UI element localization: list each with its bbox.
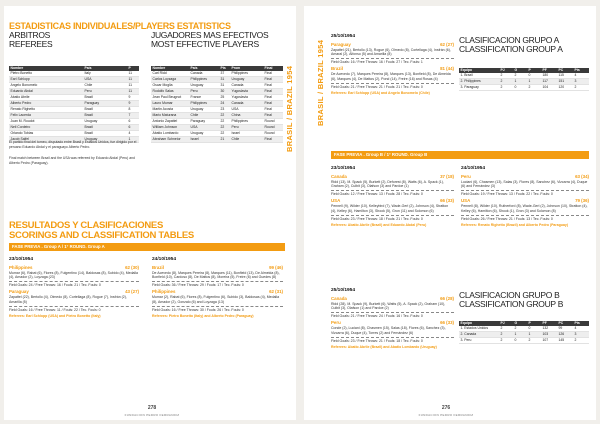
table-cell: Brazil [83,131,127,137]
team-score: 99 (46) [269,264,283,270]
effective-players-title-en: MOST EFFECTIVE PLAYERS [151,39,259,49]
team-score-row [461,198,589,204]
column-header: PF [541,68,557,73]
field-goal-stats: Field Goals: 12 / Free Throws: 13 / Fouls: 28 / Tec. Fouls: 0 [331,190,454,197]
table-cell: 0 [513,85,527,91]
player-points: Mumar (2), Rabat (6), Flores (8), Fulgentino (6), Subido (3), Baldosas (4), Medalla (8), Amador (2), Gonzalo (6) and Loyzaga (13) [152,295,280,304]
table-cell: 132 [541,326,557,332]
referees-note-es: El partido final del torneo, disputado entre Brasil y Estados Unidos, fue dirigido por el peruano Eduardo Abdal y el paraguayo Alberto Pedro. [9,140,137,149]
column-header: PC [557,321,573,326]
phase-bar-group-b: FASE PREVIA . Group B / 1° ROUND. Group B [331,151,589,159]
table-cell: 23 [219,107,230,113]
column-header: País [83,66,127,71]
table-cell: China [230,113,263,119]
column-header: P [527,321,541,326]
table-row [459,85,589,91]
table-cell: Martin Acosta [151,107,189,113]
table-row [151,137,283,143]
table-cell: 1 [527,332,541,338]
table-cell: Pietro Bonetto [9,71,83,77]
table-cell: Canada [230,101,263,107]
table-cell: 3 [573,79,589,85]
table-cell: 2 [499,326,513,332]
team-score-row [331,320,454,326]
page-number: 276 [441,405,451,411]
team-score-row [331,198,454,204]
column-header: Prom [230,66,263,71]
column-header: Equipo [459,68,499,73]
table-cell: 24 [219,101,230,107]
column-header: PC [557,68,573,73]
column-header: P [527,68,541,73]
team-score: 37 (18) [440,173,454,179]
table-cell: Round [263,119,283,125]
referees-line: Referees: Pietro Bonetto (Italy) and Alberto Pedro (Paraguay) [152,314,254,318]
table-cell: Chile [230,137,263,143]
table-cell: Brazil [83,125,127,131]
team-score-row [331,174,454,180]
match-card [331,166,454,228]
table-cell: 0 [527,73,541,79]
team-score-row [461,174,589,180]
table-cell: Final [263,89,283,95]
table-cell: 117 [541,79,557,85]
table-cell: 2 [573,85,589,91]
table-cell: Canada [189,71,219,77]
table-cell: 4 [573,73,589,79]
player-points: Luciani (6), Chasmen (13), Salas (3), Flores (8), Sanchez (6), Vizcarra (4), Duque (6) and Fernández (3) [461,179,588,188]
effective-players-title-es: JUGADORES MAS EFECTIVOS [151,30,269,40]
table-cell: 1 [513,79,527,85]
table-cell: 25 [219,95,230,101]
column-header: Pts [573,68,589,73]
table-cell: Jean Paul Beugnot [151,95,189,101]
team-score-row [331,42,454,48]
table-cell: Israel [189,137,219,143]
table-cell: Brazil [83,107,127,113]
team-name: USA [331,198,341,203]
table-cell: Final [263,77,283,83]
table-cell: Carl Ridd [151,71,189,77]
table-cell: 11 [127,89,139,95]
team-name: Canada [331,173,347,179]
player-points: Conde (2), Luciani (8), Chasmen (15), Salas (18), Flores (6), Sanchez (3), Vizcarra (6), Duque (4), Torres (2) and Fernández (6) [331,326,446,335]
table-cell: USA [83,77,127,83]
match-card [461,166,589,228]
team-name: Paraguay [9,289,29,294]
table-cell: Round [263,125,283,131]
table-cell: Earl Schlopp [9,77,83,83]
table-cell: Uruguay [189,131,219,137]
table-cell: Philippines [230,71,263,77]
referees-title: REFEREES [9,39,53,49]
referees-note-en: Final match between Brazil and the USA was refereed by Eduardo Abdal (Peru) and Alberto Pedro (Paraguay). [9,156,135,165]
field-goal-stats: Field Goals: 16 / Free Throws: 16 / Fouls: 27 / Tec. Fouls: 1 [331,58,454,65]
table-cell: 7 [127,113,139,119]
table-cell: Israel [230,131,263,137]
table-cell: 0 [513,338,527,344]
table-cell: 6 [127,125,139,131]
field-goal-stats: Field Goals: 16 / Free Throws: 30 / Fouls: 26 / Tec. Fouls: 0 [152,306,283,313]
table-cell: Neil Cordeiro [9,125,83,131]
group-a-table [459,68,589,91]
table-cell: 120 [557,85,573,91]
footer-text: FUNDACION PEDRO FERRANDIZ [124,413,180,417]
table-cell: Eduardo Abdal [9,89,83,95]
column-header: PF [541,321,557,326]
team-score: 79 (36) [575,198,589,203]
team-name: Peru [461,173,471,179]
table-cell: 11 [127,83,139,89]
group-a-title-es: CLASIFICACION GRUPO A [459,35,559,45]
column-header: Pts [219,66,230,71]
table-cell: Italy [83,71,127,77]
table-cell: Rodolfo Salas [151,89,189,95]
referees-table [9,66,139,143]
table-cell: Abraham Schneior [151,137,189,143]
team-score-row [9,265,139,271]
team-score: 66 (33) [440,198,454,203]
column-header: Pts [573,321,589,326]
table-cell: Uruguay [189,107,219,113]
table-cell: 8 [127,107,139,113]
group-b-title-en: CLASSIFICATION GROUP B [459,299,564,309]
table-cell: Brazil [83,113,127,119]
table-cell: 145 [557,338,573,344]
table-cell: Yugoslavia [230,95,263,101]
table-cell: 11 [127,77,139,83]
column-header: Nombre [9,66,83,71]
field-goal-stats: Field Goals: 16 / Free Throws: 11 / Fouls: 22 / Tec. Fouls: 0 [9,306,139,313]
match-date: 24/10/1954 [152,257,177,262]
table-cell: 1 [527,79,541,85]
table-cell: Paraguay [83,101,127,107]
table-cell: Final [263,95,283,101]
match-date: 23/10/1954 [331,166,356,171]
team-score: 62 (31) [269,289,283,294]
referees-line: Referees: Earl Schlopp (USA) and Angelo Bonomelo (Chile) [331,91,430,95]
results-title-en: SCORINGS AND CLASSIFICATION TABLES [9,230,194,241]
table-cell: 115 [557,73,573,79]
table-cell: 30 [219,89,230,95]
table-cell: 22 [219,119,230,125]
table-cell: 1 [127,137,139,143]
table-cell: 0 [527,326,541,332]
referees-line: Referees: Abatio Abrile (Brazil) and Eduardo Abdal (Peru) [331,223,427,227]
column-header: G [513,321,527,326]
table-cell: 2 [499,85,513,91]
team-score: 66 (28) [440,295,454,301]
table-cell: USA [189,125,219,131]
table-cell: Orlando Tobias [9,131,83,137]
table-cell: 9 [127,101,139,107]
table-cell: 22 [219,113,230,119]
table-cell: Uruguay [83,137,127,143]
table-cell: Jacob Salfel [9,137,83,143]
player-points: Ridd (13), M. Spack (5), Burkett (2), Deforest (8), Watts (6), A. Spack (1), Graham (2), Culbit (3), Olafson (3) and Pardoe (1) [331,179,444,188]
player-points: Mumar (6), Rabat (6), Flores (8), Fulgentino (14), Baldosas (8), Subido (4), Medalla (4), Amador (2), Loyzaga (23) [9,270,138,279]
table-cell: 9 [127,95,139,101]
player-points: Pennell (8), Wilder (10), Rutherford (8), Wade-Gerl (2), Johnson (10), Stratton (4), Kelley (6), Hamilton (6), Shook (1), Gron (3) and Solomon (8) [461,204,588,213]
match-card [331,34,454,96]
table-cell: 4 [573,326,589,332]
vertical-edition-label: BRASIL / BRAZIL 1954 [285,65,294,152]
table-cell: Chile [83,83,127,89]
table-cell: 4 [127,131,139,137]
table-cell: 2. Philippines [459,79,499,85]
table-cell: Peru [189,89,219,95]
table-cell: USA [230,107,263,113]
player-points: Ridd (28), M. Spack (9), Burkett (6), Watts (5), A. Spack (2), Graham (10), Culbit (3), Olafson (1) and Pardoe (2) [331,301,446,310]
team-name: USA [461,198,471,203]
phase-bar-group-a: FASE PREVIA . Group A / 1° ROUND. Group A [9,243,285,251]
match-date: 25/10/1954 [331,288,356,293]
team-score: 63 (34) [575,173,589,179]
table-cell: 2 [499,332,513,338]
table-cell: 37 [219,71,230,77]
column-header: PJ [499,321,513,326]
player-points: Pennell (9), Wilder (10), Kelleybird (7), Wade-Gerl (2), Johnson (4), Stratton (4), Kelley (6), Hamilton (3), Shook (5), Gron (11) and Solomon (6) [331,204,449,213]
team-score: 81 (44) [440,66,454,71]
team-score: 62 (27) [440,41,454,47]
column-header: G [513,68,527,73]
team-name: Brazil [331,66,343,71]
table-cell: 2 [499,338,513,344]
table-cell: Alberto Pedro [9,101,83,107]
field-goal-stats: Field Goals: 36 / Free Throws: 29 / Fouls: 17 / Tec. Fouls: 0 [152,281,283,288]
table-cell: 3. Paraguay [459,85,499,91]
table-cell: Chile [189,113,219,119]
table-cell: Mario Maturana [151,113,189,119]
table-cell: Juan M. Roudot [9,119,83,125]
table-cell: 2 [499,73,513,79]
field-goal-stats: Field Goals: 23 / Free Throws: 21 / Fouls: 18 / Tec. Fouls: 0 [331,337,454,344]
field-goal-stats: Field Goals: 21 / Free Throws: 21 / Fouls: 21 / Tec. Fouls: 0 [331,83,454,90]
table-cell: Uruguay [230,77,263,83]
column-header: P [127,66,139,71]
table-cell: Philippines [230,119,263,125]
table-cell: Final [263,83,283,89]
group-b-title-es: CLASIFICACION GRUPO B [459,290,560,300]
table-cell: 2 [527,338,541,344]
table-cell: William Johnson [151,125,189,131]
table-cell: Carlos Loyzaga [151,77,189,83]
table-row [459,338,589,344]
table-cell: Peru [83,89,127,95]
column-header: Equipo [459,321,499,326]
table-cell: 2 [513,326,527,332]
arbitros-title: ARBITROS [9,30,51,40]
right-page [304,6,596,420]
results-title-es: RESULTADOS Y CLASIFICACIONES [9,220,163,231]
vertical-edition-label: BRASIL / BRAZIL 1954 [316,39,325,126]
table-cell: 2. Canada [459,332,499,338]
table-cell: Final [263,71,283,77]
referees-line: Referees: Abatio Abrile (Brazil) and Abatio Lombardo (Uruguay) [331,345,437,349]
player-points: Zapattel (22), Bertollo (4), Olmedo (8), Cortellaga (8), Rogue (7), Insfrán (2), Amarilla (5) [9,295,127,304]
team-name: Paraguay [331,41,351,47]
team-name: Philippines [152,289,176,294]
column-header: País [189,66,219,71]
table-cell: 3 [573,332,589,338]
table-cell: 6 [127,119,139,125]
table-cell: 11 [127,71,139,77]
table-cell: Abatio Abrile [9,95,83,101]
table-cell: 103 [541,332,557,338]
field-goal-stats: Field Goals: 26 / Free Throws: 21 / Fouls: 13 / Tec. Fouls: 0 [461,215,589,222]
page-number: 278 [147,405,157,411]
table-cell: Philippines [189,77,219,83]
team-name: Philippines [9,264,33,270]
table-cell: 21 [219,137,230,143]
team-score-row [152,289,283,295]
table-cell: Brazil [83,95,127,101]
player-points: Zapattel (21), Bertollo (13), Rogue (6), Olmedo (8), Cortellaga (4), Insfrán (6), Amaral (2), Alfonso (5) and Amarilla (8) [331,47,451,56]
table-cell: Final [263,101,283,107]
table-cell: 126 [557,332,573,338]
table-cell: 2 [573,338,589,344]
team-score: 62 (30) [125,264,139,270]
table-cell: 31 [219,83,230,89]
group-b-table [459,321,589,344]
table-cell: Antonio Zapattel [151,119,189,125]
team-name: Canada [331,295,347,301]
left-page [4,6,296,420]
table-cell: Paraguay [189,119,219,125]
table-cell: 31 [219,77,230,83]
referees-line: Referees: Renato Righetto (Brazil) and Alberto Pedro (Paraguay) [461,223,569,227]
table-cell: Renato Righetto [9,107,83,113]
team-score-row [331,296,454,302]
table-cell: 1. Estados Unidos [459,326,499,332]
column-header: Final [263,66,283,71]
referees-line: Referees: Earl Schlopp (USA) and Pietro Bonetto (Italy) [9,314,101,318]
table-cell: 1 [513,332,527,338]
team-score: 43 (27) [125,289,139,294]
table-cell: Lauro Mumar [151,101,189,107]
table-cell: Uruguay [83,119,127,125]
table-cell: Philippines [189,101,219,107]
table-cell: Peru [230,125,263,131]
table-cell: 3. Peru [459,338,499,344]
table-cell: Round [263,131,283,137]
table-cell: 2 [513,73,527,79]
players-table [151,66,283,143]
field-goal-stats: Field Goals: 21 / Free Throws: 24 / Fouls: 16 / Tec. Fouls: 0 [331,312,454,319]
match-date: 25/10/1954 [331,34,356,39]
table-cell: 22 [219,125,230,131]
field-goal-stats: Field Goals: 24 / Free Throws: 16 / Fouls: 21 / Tec. Fouls: 0 [9,281,139,288]
table-cell: Final [263,113,283,119]
field-goal-stats: Field Goals: 19 / Free Throws: 13 / Fouls: 22 / Tec. Fouls: 0 [461,190,589,197]
table-cell: Final [263,137,283,143]
table-cell: Yugoslavia [230,89,263,95]
table-cell: Felix Lacerda [9,113,83,119]
table-cell: 22 [219,131,230,137]
match-date: 23/10/1954 [9,257,34,262]
team-score-row [152,265,283,271]
match-card [331,288,454,350]
team-name: Peru [331,320,341,325]
team-score-row [9,289,139,295]
column-header: PJ [499,68,513,73]
table-cell: 2 [499,79,513,85]
table-cell: 1. Brazil [459,73,499,79]
team-score-row [331,66,454,72]
table-cell: Angelo Bonomelo [9,83,83,89]
match-card [9,257,139,319]
stats-title: ESTADISTICAS INDIVIDUALES/PLAYERS ESTATISTICS [9,21,231,31]
table-cell: France [189,95,219,101]
table-cell: 2 [527,85,541,91]
table-cell: 99 [557,326,573,332]
table-cell: Uruguay [189,83,219,89]
table-cell: Abatio Lombardo [151,131,189,137]
match-date: 24/10/1954 [461,166,486,171]
player-points: De Acevedo (7), Marques Pereira (8), Marques (13), Bonfield (8), De Almeida (6), Marques (4), De Mattos (2), Pond (14), Freire (16) and Rosas (4) [331,72,451,81]
field-goal-stats: Field Goals: 23 / Free Throws: 18 / Fouls: 21 / Tec. Fouls: 0 [331,215,454,222]
team-name: Brazil [152,264,164,270]
column-header: Nombre [151,66,189,71]
table-cell: 180 [541,73,557,79]
team-score: 66 (33) [440,320,454,325]
table-cell: Canada [230,83,263,89]
table-cell: Final [263,107,283,113]
table-cell: 151 [557,79,573,85]
match-card [152,257,283,319]
table-cell: 104 [541,85,557,91]
table-cell: 107 [541,338,557,344]
group-a-title-en: CLASSIFICATION GROUP A [459,44,563,54]
table-cell: Oscar Moglia [151,83,189,89]
player-points: De Acevedo (8), Marques Pereira (8), Marques (11), Bonfield (13), De Almeida (8), Bonfield (10), Cardoso (8), De Mattos (8), Moreira (5), Freire (6) and Guedes (8) [152,270,280,279]
footer-text: FUNDACION PEDRO FERRANDIZ [418,413,474,417]
